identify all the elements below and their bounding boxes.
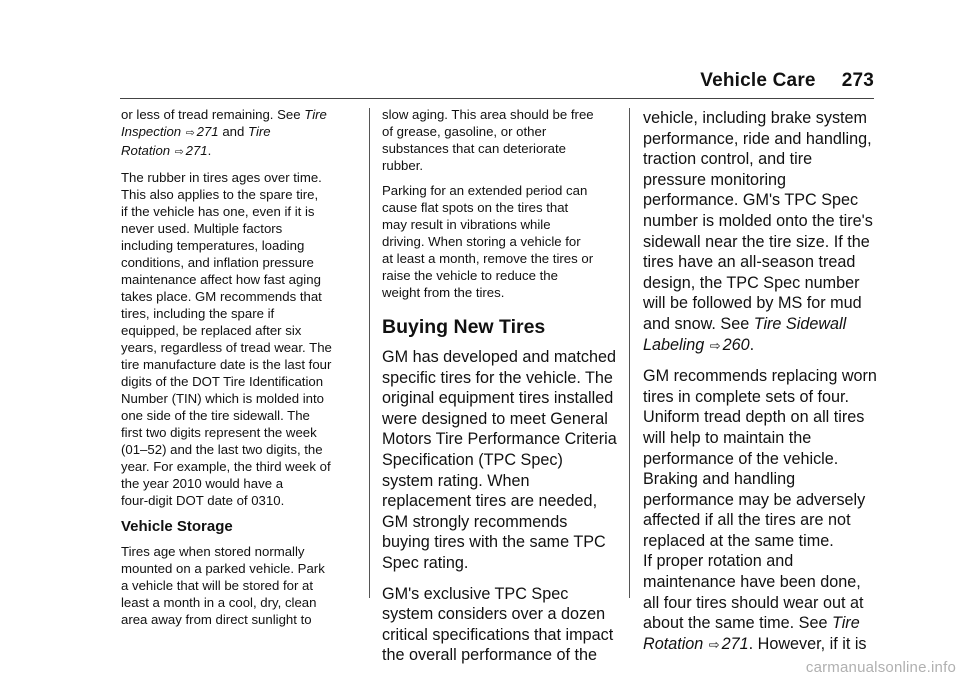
text-line: one side of the tire sidewall. The	[121, 408, 310, 423]
text-line: the year 2010 would have a	[121, 476, 284, 491]
text-line: (01–52) and the last two digits, the	[121, 442, 323, 457]
text-line: specific tires for the vehicle. The	[382, 368, 613, 387]
watermark: carmanualsonline.info	[805, 659, 956, 676]
heading-buying-new-tires: Buying New Tires	[382, 316, 546, 338]
text-line: digits of the DOT Tire Identification	[121, 374, 324, 389]
column-3	[643, 108, 879, 655]
subheading-vehicle-storage: Vehicle Storage	[121, 518, 233, 535]
page-ref-arrow-icon: ⇨	[709, 337, 721, 353]
text-line: original equipment tires installed	[382, 389, 614, 408]
column-divider-2	[629, 108, 630, 598]
paragraph-tread	[121, 106, 357, 161]
header-rule	[120, 98, 874, 99]
text-line	[643, 335, 879, 357]
text-line: sidewall near the tire size. If the	[643, 232, 870, 251]
page-number: 273	[841, 70, 874, 91]
text-line: pressure monitoring	[643, 170, 787, 189]
text-line: tires, including the spare if	[121, 306, 275, 321]
text-line: Motors Tire Performance Criteria	[382, 430, 617, 449]
text-line	[121, 142, 357, 161]
link-tire-sidewall[interactable]: Tire Sidewall	[753, 314, 847, 333]
text-line: Braking and handling	[643, 470, 796, 489]
text-line	[121, 106, 357, 123]
text-span: about the same time. See	[643, 614, 832, 633]
page-ref-arrow-icon: ⇨	[185, 127, 195, 139]
text-line: replaced at the same time.	[643, 531, 834, 550]
text-line: GM's exclusive TPC Spec	[382, 584, 569, 603]
text-line: will be followed by MS for mud	[643, 294, 862, 313]
text-line: the overall performance of the	[382, 646, 598, 665]
text-line: equipped, be replaced after six	[121, 323, 302, 338]
text-line: slow aging. This area should be free	[382, 107, 594, 122]
text-line: takes place. GM recommends that	[121, 289, 322, 304]
text-line: four-digit DOT date of 0310.	[121, 493, 285, 508]
text-line: rubber.	[382, 158, 424, 173]
text-line: number is molded onto the tire's	[643, 211, 873, 230]
text-line: This also applies to the spare tire,	[121, 187, 319, 202]
text-span: . However, if it is	[748, 634, 867, 653]
link-tire-rotation-2[interactable]: Tire	[831, 614, 860, 633]
text-line: a vehicle that will be stored for at	[121, 578, 314, 593]
page-ref-271[interactable]: 271	[196, 124, 219, 139]
paragraph-storage-cont	[382, 106, 618, 174]
text-line: mounted on a parked vehicle. Park	[121, 561, 325, 576]
paragraph-storage	[121, 543, 357, 628]
text-line: never used. Multiple factors	[121, 221, 283, 236]
text-line: years, regardless of tread wear. The	[121, 340, 332, 355]
text-line: performance. GM's TPC Spec	[643, 191, 859, 210]
text-line: conditions, and inflation pressure	[121, 255, 314, 270]
text-line: Specification (TPC Spec)	[382, 450, 563, 469]
text-line: at least a month, remove the tires or	[382, 251, 594, 266]
text-line: maintenance have been done,	[643, 573, 861, 592]
text-line: tires in complete sets of four.	[643, 387, 850, 406]
text-line: performance of the vehicle.	[643, 449, 839, 468]
text-line: vehicle, including brake system	[643, 109, 868, 127]
paragraph-flat-spots	[382, 182, 618, 301]
link-tire-rotation[interactable]: Tire	[248, 124, 271, 139]
text-line: area away from direct sunlight to	[121, 612, 312, 627]
text-line: Tires age when stored normally	[121, 544, 305, 559]
text-line: buying tires with the same TPC	[382, 533, 606, 552]
text-line: driving. When storing a vehicle for	[382, 234, 581, 249]
text-line: Parking for an extended period can	[382, 183, 588, 198]
section-title: Vehicle Care	[700, 70, 816, 91]
text-line	[643, 634, 879, 656]
text-line: If proper rotation and	[643, 552, 794, 571]
paragraph-tpc-spec	[382, 584, 618, 666]
column-2	[382, 106, 618, 666]
text-line: Spec rating.	[382, 553, 469, 572]
text-line: cause flat spots on the tires that	[382, 200, 569, 215]
text-line: critical specifications that impact	[382, 625, 614, 644]
text-line: substances that can deteriorate	[382, 141, 567, 156]
page-ref-arrow-icon: ⇨	[708, 636, 720, 652]
page-header	[700, 70, 874, 92]
text-line: including temperatures, loading	[121, 238, 305, 253]
text-line: of grease, gasoline, or other	[382, 124, 547, 139]
text-line	[121, 123, 357, 142]
paragraph-gm-developed	[382, 347, 618, 574]
text-line: tire manufacture date is the last four	[121, 357, 332, 372]
page-ref-271[interactable]: 271	[721, 634, 749, 653]
text-span: and	[218, 124, 248, 139]
column-divider-1	[369, 108, 370, 598]
paragraph-tpc-cont	[643, 108, 879, 356]
page-ref-arrow-icon: ⇨	[174, 146, 184, 158]
column-1	[121, 106, 357, 628]
page-ref-271[interactable]: 271	[185, 143, 208, 158]
text-line: tires have an all-season tread	[643, 253, 856, 272]
text-line: system rating. When	[382, 471, 530, 490]
text-line: design, the TPC Spec number	[643, 273, 860, 292]
text-line: least a month in a cool, dry, clean	[121, 595, 317, 610]
text-line: The rubber in tires ages over time.	[121, 170, 322, 185]
paragraph-rubber-aging	[121, 169, 357, 509]
text-line: performance, ride and handling,	[643, 129, 872, 148]
text-line	[643, 613, 879, 634]
text-line: Number (TIN) which is molded into	[121, 391, 325, 406]
text-line: if the vehicle has one, even if it is	[121, 204, 315, 219]
text-span: and snow. See	[643, 314, 754, 333]
text-line: first two digits represent the week	[121, 425, 317, 440]
text-span: or less of tread remaining. See	[121, 107, 305, 122]
text-line: replacement tires are needed,	[382, 492, 598, 511]
text-line: were designed to meet General	[382, 409, 608, 428]
text-line: may result in vibrations while	[382, 217, 551, 232]
link-tire-inspection-cont[interactable]: Inspection	[121, 124, 182, 139]
link-tire-rotation-cont[interactable]: Rotation	[121, 143, 171, 158]
text-line: traction control, and tire	[643, 150, 813, 169]
text-span: .	[207, 143, 212, 158]
text-line: GM recommends replacing worn	[643, 367, 877, 386]
page-ref-260[interactable]: 260	[722, 335, 750, 354]
link-tire-inspection[interactable]: Tire	[304, 107, 327, 122]
text-line: affected if all the tires are not	[643, 511, 851, 530]
text-span: .	[749, 335, 755, 354]
paragraph-replace-sets	[643, 366, 879, 655]
text-line: performance may be adversely	[643, 490, 866, 509]
text-line: GM has developed and matched	[382, 348, 616, 366]
text-line: Uniform tread depth on all tires	[643, 408, 865, 427]
text-line: system considers over a dozen	[382, 605, 606, 624]
text-line: raise the vehicle to reduce the	[382, 268, 558, 283]
text-line: will help to maintain the	[643, 428, 812, 447]
text-line: maintenance affect how fast aging	[121, 272, 321, 287]
text-line: GM strongly recommends	[382, 512, 568, 531]
text-line: weight from the tires.	[382, 285, 505, 300]
text-line	[643, 314, 879, 335]
text-line: all four tires should wear out at	[643, 593, 864, 612]
link-tire-rotation-2-cont[interactable]: Rotation	[643, 634, 704, 653]
text-line: year. For example, the third week of	[121, 459, 331, 474]
link-tire-sidewall-labeling[interactable]: Labeling	[643, 335, 705, 354]
